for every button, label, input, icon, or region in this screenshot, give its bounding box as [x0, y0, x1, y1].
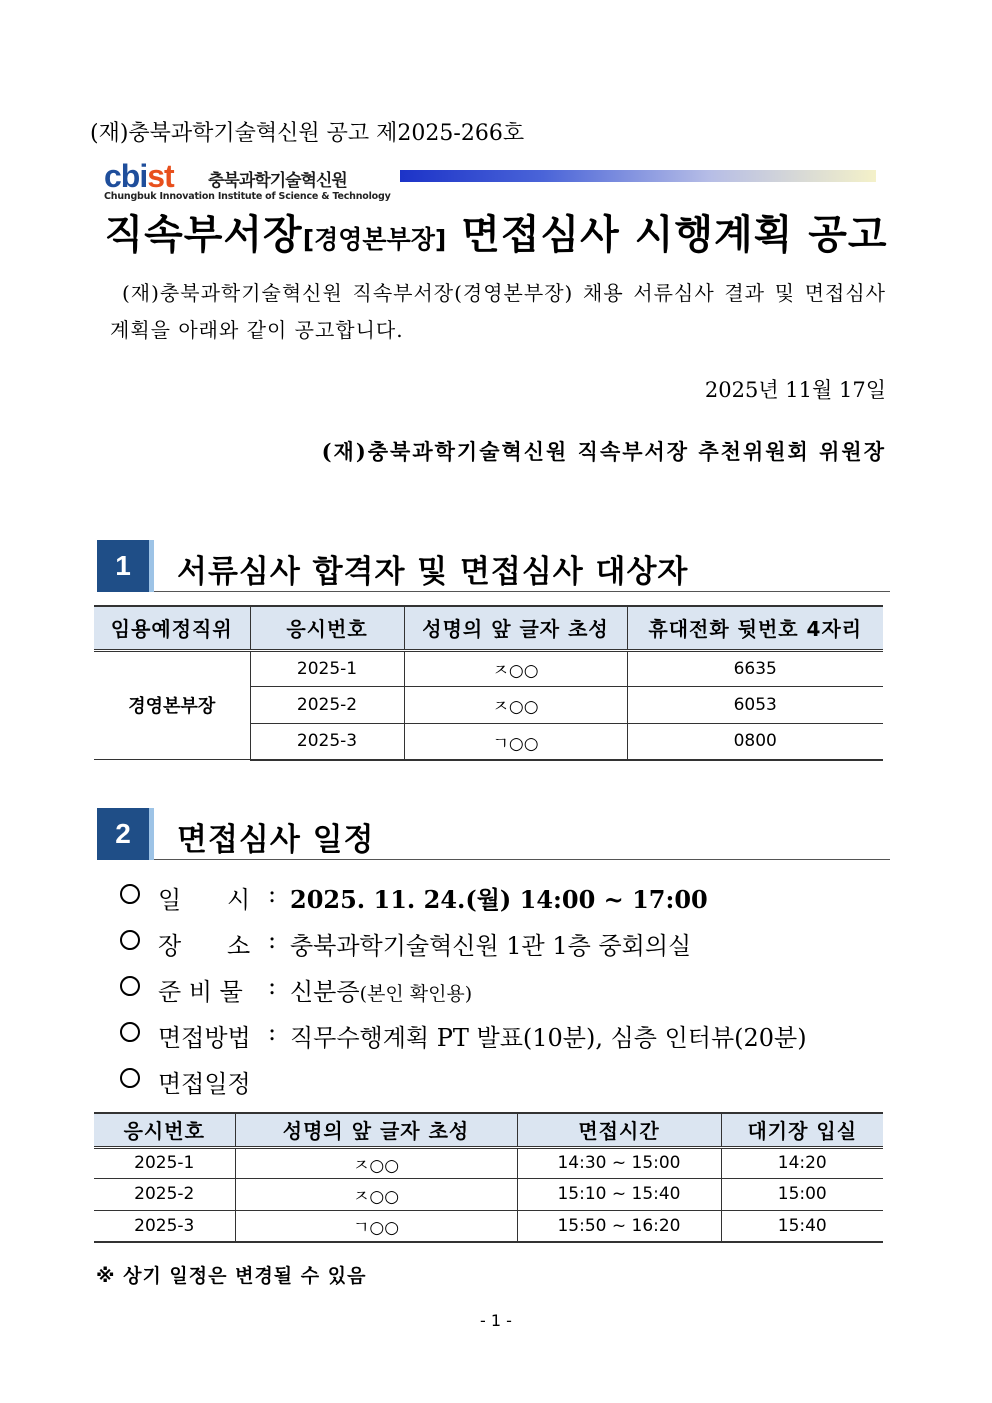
bullet-value: 신분증	[290, 978, 360, 1006]
table-cell: ㄱ○○	[235, 1210, 517, 1242]
table-cell: 6053	[627, 687, 883, 724]
table-cell: ㄱ○○	[404, 723, 627, 760]
section-title: 면접심사 일정	[177, 822, 375, 858]
bullet-colon: :	[268, 1018, 277, 1046]
bullet-label: 장 소	[158, 932, 251, 960]
bullet-colon: :	[268, 926, 277, 954]
header-cell: 임용예정직위	[94, 606, 250, 650]
bullet-colon: :	[268, 880, 277, 908]
table-row	[94, 1147, 883, 1179]
intro-text: (재)충북과학기술혁신원 직속부서장(경영본부장) 채용 서류심사 결과 및 면접심사 계획을 아래와 같이 공고합니다.	[110, 281, 886, 342]
logo-korean-name: 충북과학기술혁신원	[208, 171, 347, 191]
table-cell: ㅈ○○	[404, 650, 627, 687]
section-accent	[149, 808, 154, 860]
table-header-row	[94, 606, 883, 650]
section-1-header	[97, 540, 890, 592]
logo-mark	[104, 160, 174, 192]
section-rule	[154, 859, 890, 860]
notice-date: 2025년 11월 17일	[704, 378, 886, 402]
table-cell: ㅈ○○	[404, 687, 627, 724]
table-cell: 15:00	[721, 1179, 883, 1211]
header-cell: 대기장 입실	[721, 1113, 883, 1147]
table-cell: 0800	[627, 723, 883, 760]
table-cell: 6635	[627, 650, 883, 687]
table-cell: 2025-1	[250, 650, 404, 687]
table-cell: 15:40	[721, 1210, 883, 1242]
bullet-value: 2025. 11. 24.(월) 14:00 ~ 17:00	[290, 885, 708, 914]
bullet-label: 준 비 물	[158, 978, 243, 1006]
table-cell: ㅈ○○	[235, 1147, 517, 1179]
title-part2: 면접심사 시행계획 공고	[446, 212, 888, 258]
header-cell: 성명의 앞 글자 초성	[235, 1113, 517, 1147]
logo-english-name: Chungbuk Innovation Institute of Science & Technology	[104, 191, 391, 202]
header-cell: 응시번호	[94, 1113, 235, 1147]
logo-mark-blue: cbi	[104, 158, 148, 194]
logo-mark-orange: st	[147, 158, 174, 194]
table-header-row	[94, 1113, 883, 1147]
intro-paragraph	[110, 275, 886, 349]
header-cell: 응시번호	[250, 606, 404, 650]
section-accent	[149, 540, 154, 592]
circle-bullet-icon	[120, 884, 140, 904]
interview-schedule-table	[94, 1112, 883, 1243]
table-row	[94, 650, 883, 687]
section-title: 서류심사 합격자 및 면접심사 대상자	[177, 554, 689, 590]
section-number-badge: 2	[97, 808, 149, 860]
header-cell: 휴대전화 뒷번호 4자리	[627, 606, 883, 650]
table-row	[94, 1210, 883, 1242]
section-number-badge: 1	[97, 540, 149, 592]
table-cell: 2025-3	[250, 723, 404, 760]
page-number: - 1 -	[480, 1311, 512, 1330]
table-cell: 2025-1	[94, 1147, 235, 1179]
header-cell: 면접시간	[517, 1113, 721, 1147]
bullet-note: (본인 확인용)	[359, 983, 473, 1005]
table-row	[94, 1179, 883, 1211]
circle-bullet-icon	[120, 1022, 140, 1042]
title-part1: 직속부서장	[104, 212, 303, 258]
notice-issuer: (재)충북과학기술혁신원 직속부서장 추천위원회 위원장	[321, 439, 886, 464]
bullet-colon: :	[268, 972, 277, 1000]
circle-bullet-icon	[120, 930, 140, 950]
circle-bullet-icon	[120, 1068, 140, 1088]
table-cell: 2025-3	[94, 1210, 235, 1242]
bullet-value: 충북과학기술혁신원 1관 1층 중회의실	[290, 932, 692, 960]
table-cell: 2025-2	[250, 687, 404, 724]
table-cell: 14:30 ~ 15:00	[517, 1147, 721, 1179]
bullet-label: 일 시	[158, 886, 251, 914]
table-cell: ㅈ○○	[235, 1179, 517, 1211]
position-cell: 경영본부장	[94, 650, 250, 760]
main-title	[0, 203, 992, 260]
bullet-value-wrap	[290, 972, 472, 1007]
notice-number: (재)충북과학기술혁신원 공고 제2025-266호	[90, 121, 525, 146]
bullet-value: 직무수행계획 PT 발표(10분), 심층 인터뷰(20분)	[290, 1024, 807, 1052]
candidates-table	[94, 605, 883, 761]
footnote: ※ 상기 일정은 변경될 수 있음	[96, 1265, 367, 1287]
bullet-label: 면접방법	[158, 1024, 251, 1052]
table-cell: 2025-2	[94, 1179, 235, 1211]
institute-logo	[104, 158, 391, 204]
bullet-label: 면접일정	[158, 1070, 251, 1098]
title-bracket: [경영본부장]	[302, 225, 447, 254]
header-cell: 성명의 앞 글자 초성	[404, 606, 627, 650]
circle-bullet-icon	[120, 976, 140, 996]
table-cell: 15:50 ~ 16:20	[517, 1210, 721, 1242]
section-rule	[154, 591, 890, 592]
table-cell: 14:20	[721, 1147, 883, 1179]
table-cell: 15:10 ~ 15:40	[517, 1179, 721, 1211]
section-2-header	[97, 808, 890, 860]
header-gradient-bar	[400, 170, 876, 182]
